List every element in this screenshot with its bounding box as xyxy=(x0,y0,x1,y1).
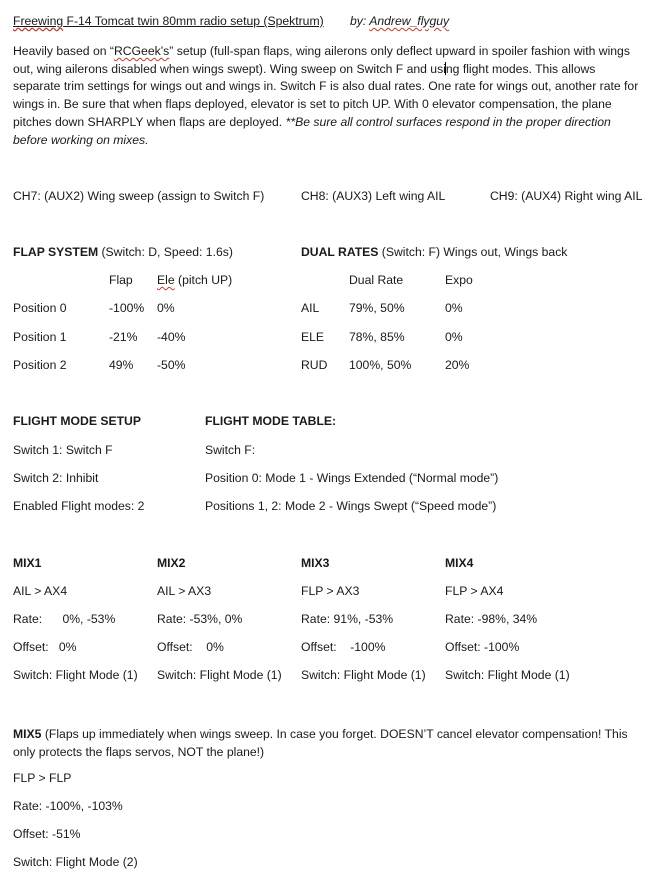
mix-route: AIL > AX4 xyxy=(13,584,68,598)
flap-col-flap: Flap xyxy=(109,273,133,287)
flap-row-flap: -21% xyxy=(109,330,138,344)
mix-heading xyxy=(445,556,473,570)
intro-paragraph[interactable] xyxy=(13,43,641,149)
mix-title: MIX2 xyxy=(157,556,186,570)
dual-rates-col-expo: Expo xyxy=(445,273,473,287)
author-line xyxy=(350,14,449,28)
flap-row-ele: -40% xyxy=(157,330,186,344)
author-name: Andrew_flyguy xyxy=(369,14,450,28)
mix-rate: Rate: -98%, 34% xyxy=(445,612,538,626)
mix-rate: Rate: -53%, 0% xyxy=(157,612,243,626)
mix5-title: MIX5 xyxy=(13,727,42,741)
flight-mode-setup-line: Switch 2: Inhibit xyxy=(13,471,99,485)
dual-rate-row-expo: 0% xyxy=(445,330,463,344)
flap-row-ele: -50% xyxy=(157,358,186,372)
dual-rates-detail: (Switch: F) Wings out, Wings back xyxy=(378,245,568,259)
mix-title: MIX4 xyxy=(445,556,474,570)
flight-mode-table-title: FLIGHT MODE TABLE: xyxy=(205,414,337,428)
mix-route: FLP > AX3 xyxy=(301,584,360,598)
mix-title: MIX1 xyxy=(13,556,42,570)
mix-switch: Switch: Flight Mode (1) xyxy=(301,668,426,682)
mix-switch: Switch: Flight Mode (1) xyxy=(445,668,570,682)
flap-row-ele: 0% xyxy=(157,301,175,315)
dual-rates-heading xyxy=(301,245,567,259)
flap-row-label: Position 1 xyxy=(13,330,67,344)
flight-mode-setup-line: Enabled Flight modes: 2 xyxy=(13,499,145,513)
flap-row-flap: 49% xyxy=(109,358,134,372)
title-prefix: Freewing xyxy=(13,14,64,28)
mix-route: FLP > AX4 xyxy=(445,584,504,598)
intro-warning: **Be sure all control surfaces respond in the proper direction before working on mixes. xyxy=(13,114,611,147)
flight-mode-table-heading xyxy=(205,414,336,428)
dual-rate-row-label: RUD xyxy=(301,358,328,372)
mix5-switch: Switch: Flight Mode (2) xyxy=(13,855,138,869)
flight-mode-setup-line: Switch 1: Switch F xyxy=(13,443,113,457)
mix5-rate: Rate: -100%, -103% xyxy=(13,799,123,813)
mix-rate: Rate: 91%, -53% xyxy=(301,612,394,626)
intro-text-3: ng flight modes. This allows separate trim settings for wings out and wings in. Switch F is also dual rates. One rate for wings out, another rate for wings in. Be sure that when flaps deployed, elevator is set to pitch UP. With 0 elevator compensation, the plane pitches down SHARPLY when flaps are deployed. xyxy=(13,61,639,129)
intro-rcgeek: RCGeek’s xyxy=(113,44,170,58)
flap-system-title: FLAP SYSTEM xyxy=(13,245,99,259)
flap-row-flap: -100% xyxy=(109,301,145,315)
flap-col-ele xyxy=(157,273,232,287)
flight-mode-table-line: Switch F: xyxy=(205,443,256,457)
intro-text-2: ” setup (full-span flaps, wing ailerons only deflect upward in spoiler fashion with wings out, wing ailerons disabled when wings swept). Wing sweep on Switch F and usi xyxy=(13,44,630,76)
dual-rate-row-label: AIL xyxy=(301,301,320,315)
intro-text-1: Heavily based on “ xyxy=(13,44,114,58)
flap-row-label: Position 2 xyxy=(13,358,67,372)
dual-rates-col-rate: Dual Rate xyxy=(349,273,404,287)
mix5-note: (Flaps up immediately when wings sweep. In case you forget. DOESN’T cancel elevator compensation! This only protects the flaps servos, NOT the plane!) xyxy=(13,727,628,759)
flap-col-ele-suffix: (pitch UP) xyxy=(174,273,233,287)
mix-offset: Offset: 0% xyxy=(13,640,77,654)
flap-system-heading xyxy=(13,245,233,259)
flight-mode-table-line: Positions 1, 2: Mode 2 - Wings Swept (“Speed mode”) xyxy=(205,499,497,513)
dual-rates-title: DUAL RATES xyxy=(301,245,379,259)
mix-offset: Offset: 0% xyxy=(157,640,224,654)
flap-system-detail: (Switch: D, Speed: 1.6s) xyxy=(98,245,233,259)
flight-mode-table-line: Position 0: Mode 1 - Wings Extended (“Normal mode”) xyxy=(205,471,499,485)
flight-mode-setup-title: FLIGHT MODE SETUP xyxy=(13,414,141,428)
mix-heading xyxy=(301,556,329,570)
mix-heading xyxy=(157,556,185,570)
document-title xyxy=(13,14,324,28)
title-rest: F-14 Tomcat twin 80mm radio setup (Spektrum) xyxy=(63,14,324,28)
mix5-heading xyxy=(13,725,641,761)
dual-rate-row-expo: 0% xyxy=(445,301,463,315)
dual-rate-row-expo: 20% xyxy=(445,358,470,372)
dual-rate-row-rate: 78%, 85% xyxy=(349,330,405,344)
channel-ch7: CH7: (AUX2) Wing sweep (assign to Switch F) xyxy=(13,189,265,203)
mix-offset: Offset: -100% xyxy=(445,640,520,654)
mix-rate: Rate: 0%, -53% xyxy=(13,612,116,626)
mix-offset: Offset: -100% xyxy=(301,640,386,654)
mix-heading xyxy=(13,556,41,570)
mix5-offset: Offset: -51% xyxy=(13,827,81,841)
mix-switch: Switch: Flight Mode (1) xyxy=(13,668,138,682)
flight-mode-setup-heading xyxy=(13,414,141,428)
dual-rate-row-rate: 100%, 50% xyxy=(349,358,412,372)
channel-ch8: CH8: (AUX3) Left wing AIL xyxy=(301,189,446,203)
author-prefix: by: xyxy=(350,14,370,28)
flap-row-label: Position 0 xyxy=(13,301,67,315)
flap-col-ele-prefix: Ele xyxy=(157,273,175,287)
dual-rate-row-rate: 79%, 50% xyxy=(349,301,405,315)
channel-ch9: CH9: (AUX4) Right wing AIL xyxy=(490,189,643,203)
dual-rate-row-label: ELE xyxy=(301,330,325,344)
mix5-route: FLP > FLP xyxy=(13,771,72,785)
mix-title: MIX3 xyxy=(301,556,330,570)
mix-switch: Switch: Flight Mode (1) xyxy=(157,668,282,682)
mix-route: AIL > AX3 xyxy=(157,584,212,598)
